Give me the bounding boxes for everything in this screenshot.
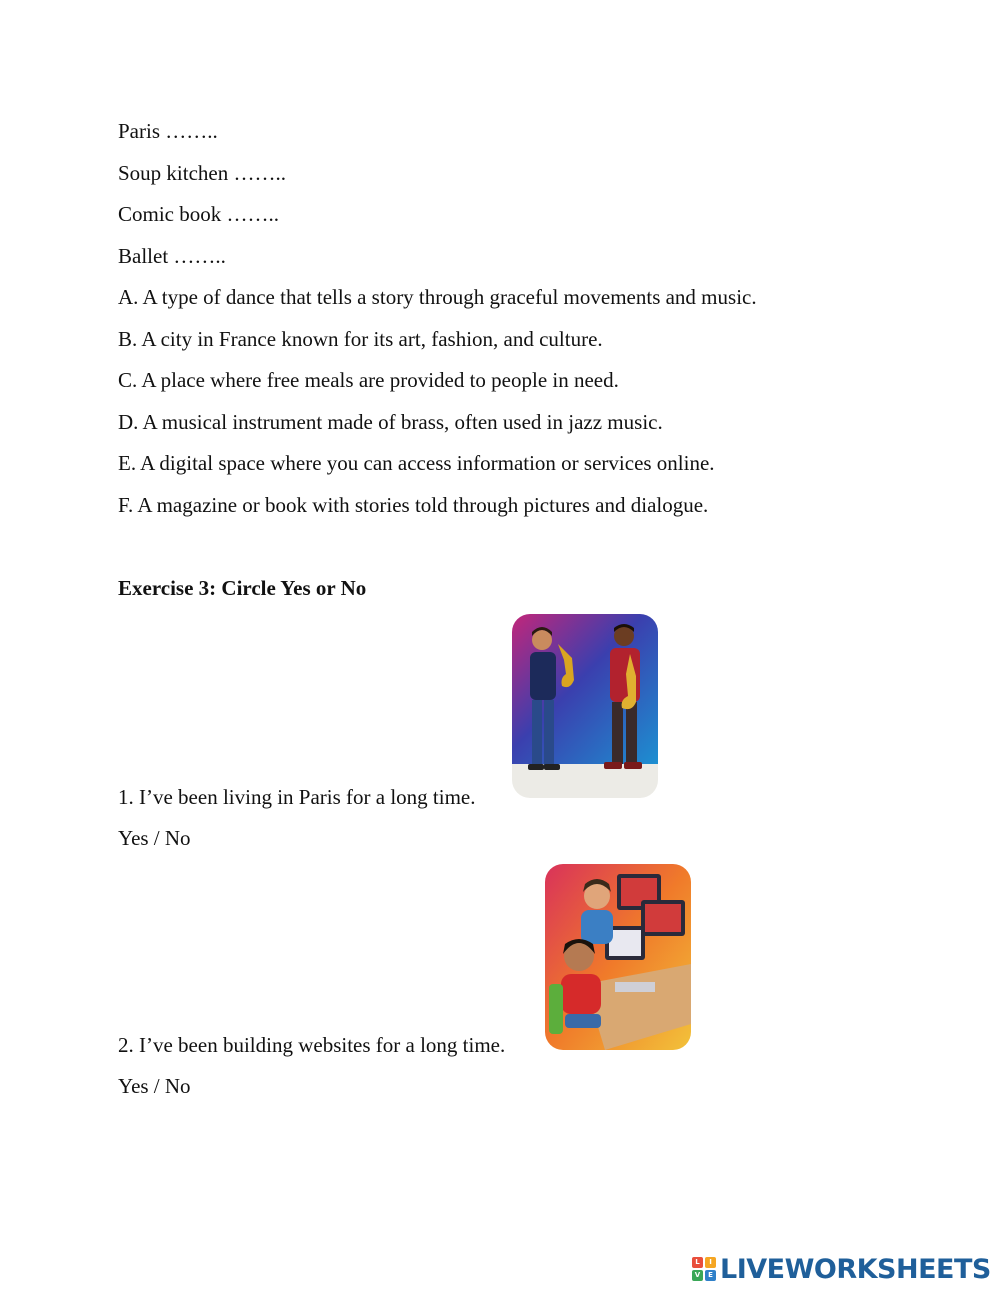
definition-f: F. A magazine or book with stories told through pictures and dialogue. <box>118 493 709 517</box>
logo-tile-v: V <box>692 1270 703 1281</box>
exercise-3-title: Exercise 3: Circle Yes or No <box>118 576 367 600</box>
matching-item-soup-kitchen: Soup kitchen …….. <box>118 161 286 185</box>
question-1-answer[interactable]: Yes / No <box>118 826 191 850</box>
logo-tile-i: I <box>705 1257 716 1268</box>
logo-tile-e: E <box>705 1270 716 1281</box>
matching-item-ballet: Ballet …….. <box>118 244 226 268</box>
liveworksheets-logo <box>692 1254 991 1284</box>
logo-tile-l: L <box>692 1257 703 1268</box>
question-2-answer[interactable]: Yes / No <box>118 1074 191 1098</box>
question-2-text: 2. I’ve been building websites for a long time. <box>118 1033 506 1057</box>
question-1-text: 1. I’ve been living in Paris for a long time. <box>118 785 476 809</box>
liveworksheets-logo-icon <box>692 1257 716 1281</box>
liveworksheets-logo-text: LIVEWORKSHEETS <box>720 1253 991 1285</box>
definition-a: A. A type of dance that tells a story through graceful movements and music. <box>118 285 757 309</box>
definition-d: D. A musical instrument made of brass, often used in jazz music. <box>118 410 663 434</box>
matching-item-paris: Paris …….. <box>118 119 218 143</box>
saxophone-players-illustration <box>512 614 658 798</box>
matching-item-comic-book: Comic book …….. <box>118 202 279 226</box>
kids-computers-illustration <box>545 864 691 1050</box>
definition-b: B. A city in France known for its art, fashion, and culture. <box>118 327 603 351</box>
definition-e: E. A digital space where you can access information or services online. <box>118 451 715 475</box>
definition-c: C. A place where free meals are provided to people in need. <box>118 368 619 392</box>
